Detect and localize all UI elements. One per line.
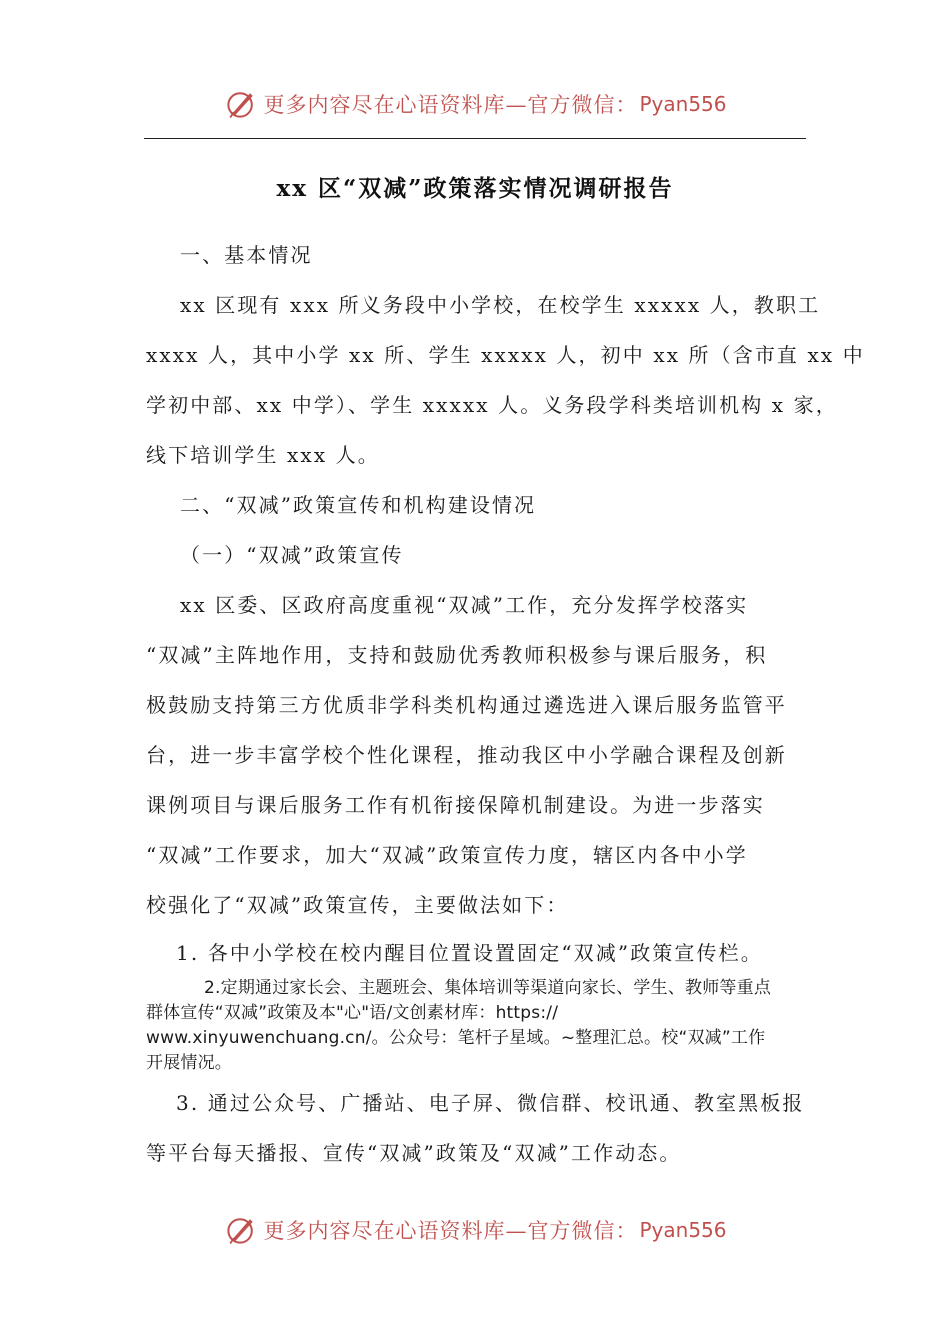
watermark-text: 更多内容尽在心语资料库—官方微信：	[263, 1219, 638, 1243]
footer-watermark	[0, 1206, 950, 1254]
body-line: 线下培训学生 xxx 人。	[146, 443, 380, 467]
body-line: 台，进一步丰富学校个性化课程，推动我区中小学融合课程及创新	[146, 743, 787, 767]
list-item-1: 1. 各中小学校在校内醒目位置设置固定“双减”政策宣传栏。	[176, 941, 763, 965]
body-line: 学初中部、xx 中学）、学生 xxxxx 人。义务段学科类培训机构 x 家，	[146, 393, 838, 417]
list-item-3-line: 等平台每天播报、宣传“双减”政策及“双减”工作动态。	[146, 1141, 682, 1165]
body-line: xx 区委、区政府高度重视“双减”工作，充分发挥学校落实	[180, 593, 749, 617]
body-line: 极鼓励支持第三方优质非学科类机构通过遴选进入课后服务监管平	[146, 693, 787, 717]
quill-pen-circle-icon	[223, 86, 259, 122]
subsection-heading: （一）“双减”政策宣传	[180, 543, 404, 567]
document-title: xx 区“双减”政策落实情况调研报告	[276, 175, 674, 202]
body-line: 课例项目与课后服务工作有机衔接保障机制建设。为进一步落实	[146, 793, 765, 817]
watermark-text: 更多内容尽在心语资料库—官方微信：	[263, 93, 638, 117]
list-item-2-line: 2.定期通过家长会、主题班会、集体培训等渠道向家长、学生、教师等重点	[204, 978, 772, 998]
body-line: xx 区现有 xxx 所义务段中小学校，在校学生 xxxxx 人，教职工	[180, 293, 821, 317]
header-divider	[144, 138, 806, 139]
body-line: “双减”主阵地作用，支持和鼓励优秀教师积极参与课后服务，积	[146, 643, 768, 667]
watermark-wechat-id: Pyan556	[639, 92, 727, 116]
list-item-2-line: 群体宣传“双减”政策及本"心"语/文创素材库：https://	[146, 1003, 559, 1023]
body-line: 校强化了“双减”政策宣传，主要做法如下：	[146, 893, 569, 917]
body-line: xxxx 人，其中小学 xx 所、学生 xxxxx 人，初中 xx 所（含市直 xx 中	[146, 343, 865, 367]
list-item-3-line: 3. 通过公众号、广播站、电子屏、微信群、校讯通、教室黑板报	[176, 1091, 805, 1115]
list-item-2-line: 开展情况。	[146, 1053, 232, 1073]
quill-pen-circle-icon	[223, 1212, 259, 1248]
section-heading-1: 一、基本情况	[180, 243, 313, 267]
list-item-2-line: www.xinyuwenchuang.cn/。公众号：笔杆子星域。~整理汇总。校“双减”工作	[146, 1028, 766, 1048]
watermark-wechat-id: Pyan556	[639, 1218, 727, 1242]
body-line: “双减”工作要求，加大“双减”政策宣传力度，辖区内各中小学	[146, 843, 748, 867]
section-heading-2: 二、“双减”政策宣传和机构建设情况	[180, 493, 537, 517]
header-watermark	[0, 80, 950, 128]
